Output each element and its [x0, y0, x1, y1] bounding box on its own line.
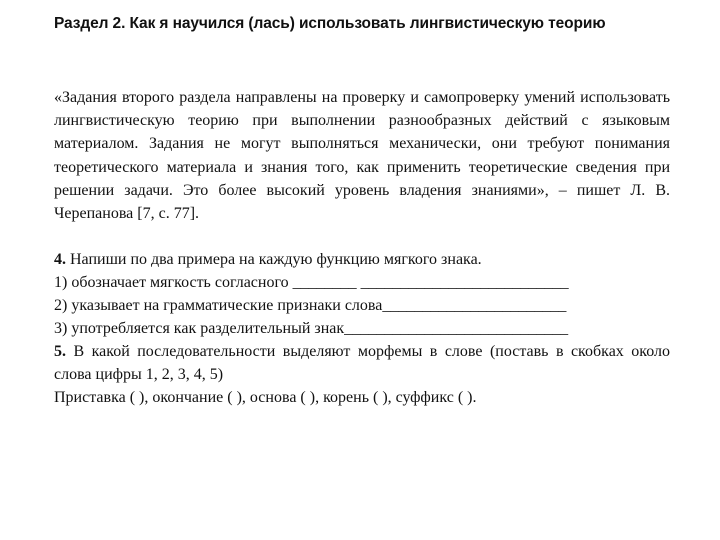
task-4-number: 4.: [54, 251, 66, 269]
task-4-item-1: 1) обозначает мягкость согласного ________ __________________________: [54, 274, 569, 292]
task-5-text: В какой последовательности выделяют морфемы в слове (поставь в скобках около слова цифры 1, 2, 3, 4, 5): [54, 343, 670, 384]
task-5-heading: [54, 340, 670, 386]
task-4-item-2: 2) указывает на грамматические признаки слова_______________________: [54, 297, 567, 315]
section-title: Раздел 2. Как я научился (лась) использовать лингвистическую теорию: [54, 15, 606, 32]
task-4-text: Напиши по два примера на каждую функцию мягкого знака.: [66, 251, 482, 269]
task-4-heading: [54, 248, 670, 271]
tasks-block: [54, 248, 670, 409]
quote-paragraph: «Задания второго раздела направлены на проверку и самопроверку умений использовать лингвистическую теорию при выполнении разнообразных действий с языковым материалом. Задания не могут выполняться механически, они требуют понимания теоретического материала и знания того, как применить теоретические сведения при решении задачи. Это более высокий уровень владения знаниями», – пишет Л. В. Черепанова [7, с. 77].: [54, 89, 670, 223]
task-4-item-3: 3) употребляется как разделительный знак____________________________: [54, 320, 569, 338]
task-5-number: 5.: [54, 343, 66, 361]
task-5-answer-line: Приставка ( ), окончание ( ), основа ( ), корень ( ), суффикс ( ).: [54, 389, 477, 407]
document-page: [54, 14, 670, 409]
